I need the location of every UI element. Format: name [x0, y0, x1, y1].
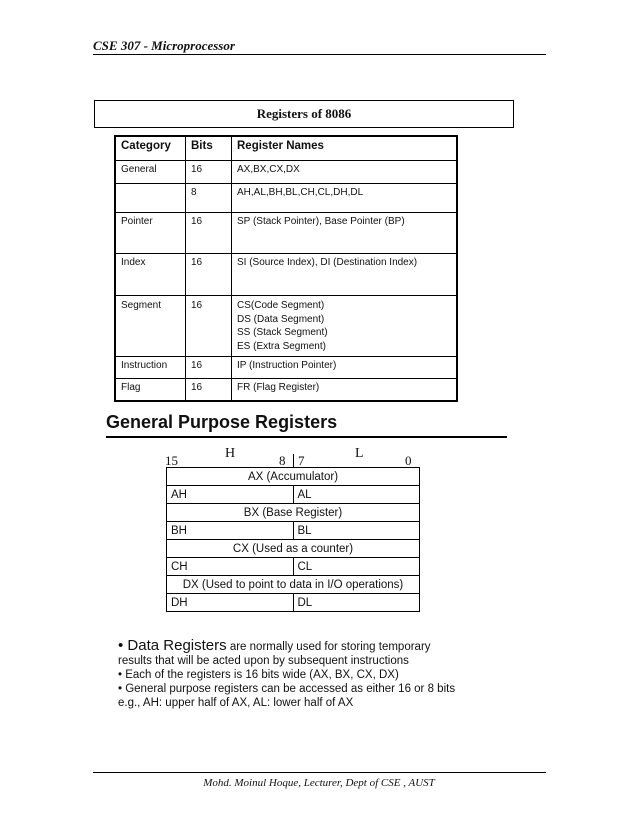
cell-category: Pointer [115, 213, 186, 254]
bit-label-l: L [355, 446, 364, 461]
table-row [115, 379, 457, 402]
col-header-register-names: Register Names [232, 136, 458, 161]
bit-label-8: 8 [279, 453, 286, 468]
section-title: Registers of 8086 [94, 100, 514, 128]
cell-register-names: AH,AL,BH,BL,CH,CL,DH,DL [232, 184, 458, 213]
cell-category: Segment [115, 296, 186, 357]
cell-category: General [115, 161, 186, 184]
table-row [167, 468, 420, 486]
table-row [115, 213, 457, 254]
table-row [167, 504, 420, 522]
gp-heading-underline [106, 436, 507, 438]
registers-table-header [115, 136, 457, 161]
note-text: are normally used for storing temporary [226, 641, 431, 653]
cell-register-names: IP (Instruction Pointer) [232, 357, 458, 379]
table-row [115, 357, 457, 379]
table-row [167, 576, 420, 594]
col-header-bits: Bits [186, 136, 232, 161]
cell-bits: 8 [186, 184, 232, 213]
register-high-cell: BH [167, 522, 294, 540]
registers-table [114, 135, 458, 402]
cell-bits: 16 [186, 357, 232, 379]
segment-name-line: ES (Extra Segment) [237, 340, 326, 352]
segment-name-line: SS (Stack Segment) [237, 327, 328, 338]
table-row [167, 522, 420, 540]
table-row [115, 254, 457, 296]
register-full-cell: AX (Accumulator) [167, 468, 420, 486]
table-row [167, 594, 420, 612]
col-header-category: Category [115, 136, 186, 161]
bit-label-7: 7 [298, 453, 305, 468]
cell-register-names [232, 296, 458, 357]
register-full-cell: CX (Used as a counter) [167, 540, 420, 558]
cell-register-names: SP (Stack Pointer), Base Pointer (BP) [232, 213, 458, 254]
cell-category: Index [115, 254, 186, 296]
header-divider [93, 54, 546, 55]
segment-name-line: CS(Code Segment) [237, 300, 325, 311]
register-full-cell: DX (Used to point to data in I/O operations) [167, 576, 420, 594]
cell-category: Flag [115, 379, 186, 402]
cell-category [115, 184, 186, 213]
table-row [115, 184, 457, 213]
table-row [115, 161, 457, 184]
cell-register-names: SI (Source Index), DI (Destination Index) [232, 254, 458, 296]
note-emphasis: • Data Registers [118, 637, 227, 654]
cell-category: Instruction [115, 357, 186, 379]
register-high-cell: CH [167, 558, 294, 576]
note-line: • General purpose registers can be accessed as either 16 or 8 bits [118, 683, 456, 695]
cell-bits: 16 [186, 379, 232, 402]
bit-divider-mark [293, 454, 294, 468]
bit-label-0: 0 [405, 453, 412, 468]
table-row [167, 540, 420, 558]
table-row [167, 486, 420, 504]
page-header: CSE 307 - Microprocessor [93, 38, 235, 53]
page-footer: Mohd. Moinul Hoque, Lecturer, Dept of CSE , AUST [203, 777, 435, 789]
register-high-cell: AH [167, 486, 294, 504]
register-full-cell: BX (Base Register) [167, 504, 420, 522]
register-low-cell: CL [293, 558, 420, 576]
note-line: e.g., AH: upper half of AX, AL: lower half of AX [118, 697, 354, 709]
footer-divider [93, 772, 546, 773]
note-line [118, 639, 538, 654]
table-row [115, 296, 457, 357]
cell-register-names: AX,BX,CX,DX [232, 161, 458, 184]
cell-register-names: FR (Flag Register) [232, 379, 458, 402]
bit-label-h: H [225, 446, 236, 461]
register-low-cell: AL [293, 486, 420, 504]
cell-bits: 16 [186, 213, 232, 254]
note-line: results that will be acted upon by subsequent instructions [118, 655, 409, 667]
notes [118, 639, 538, 710]
segment-name-line: DS (Data Segment) [237, 313, 325, 325]
cell-bits: 16 [186, 161, 232, 184]
cell-bits: 16 [186, 254, 232, 296]
bit-label-15: 15 [165, 453, 178, 468]
register-low-cell: BL [293, 522, 420, 540]
table-row [167, 558, 420, 576]
register-high-cell: DH [167, 594, 294, 612]
register-low-cell: DL [293, 594, 420, 612]
cell-bits: 16 [186, 296, 232, 357]
gp-registers-table [166, 467, 420, 612]
gp-heading: General Purpose Registers [106, 412, 338, 432]
note-line: • Each of the registers is 16 bits wide (AX, BX, CX, DX) [118, 669, 399, 681]
